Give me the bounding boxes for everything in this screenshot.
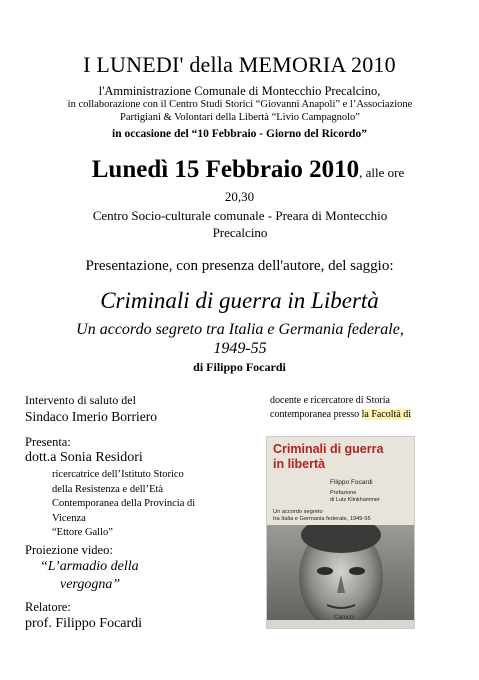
event-date-line [48,156,448,184]
book-author: di Filippo Focardi [193,360,286,374]
presenter-description [52,468,222,541]
presenter-desc-line: Contemporanea della Provincia di [52,498,196,509]
author-note [270,394,470,422]
event-series-title: I LUNEDI' della MEMORIA 2010 [83,52,396,77]
collaboration-line: Partigiani & Volontari della Libertà “Livio Campagnolo” [120,111,360,123]
presenter-desc-line: ricercatrice dell’Istituto Storico [52,469,184,480]
venue-line: Centro Socio-culturale comunale - Preara di Montecchio [92,208,388,223]
author-note-text: contemporanea presso [270,409,362,420]
highlighted-text: la Facoltà di [361,409,412,420]
cover-preface-line: Prefazione [330,490,357,496]
cover-author: Filippo Focardi [330,479,373,486]
video-title-line: “L’armadio della [40,559,139,574]
cover-subtitle [273,509,413,523]
book-title: Criminali di guerra in Libertà [100,288,379,313]
presenter-desc-line: Vicenza [52,512,86,524]
mayor-name: Sindaco Imerio Borriero [25,409,157,424]
presenter-desc-line: della Resistenza e dell’Età [52,483,164,495]
venue-line: Precalcino [212,225,268,240]
cover-subtitle-line: Un accordo segreto [273,509,323,515]
book-subtitle-line: 1949-55 [213,340,267,357]
cover-publisher: Carocci [334,615,355,621]
author-note-line: docente e ricercatore di Storia [270,395,390,406]
video-title [40,558,200,594]
author-note-line [270,408,470,422]
book-subtitle [40,320,440,358]
cover-preface [330,490,410,504]
presenter-label: Presenta: [25,435,71,449]
organizer-line: l'Amministrazione Comunale di Montecchio Precalcino, [98,84,381,98]
event-date-suffix: , alle ore [359,165,405,180]
speaker-name: prof. Filippo Focardi [25,616,143,631]
cover-preface-line: di Lutz Klinkhammer [330,497,380,503]
speaker-label: Relatore: [25,600,71,614]
video-label: Proiezione video: [25,543,113,557]
presenter-desc-line: “Ettore Gallo” [52,527,113,538]
event-venue [40,207,440,241]
cover-title-line: in libertà [273,457,326,471]
cover-title-line: Criminali di guerra [273,442,384,456]
video-title-line: vergogna” [60,577,121,592]
presenter-name: dott.a Sonia Residori [25,450,143,465]
book-subtitle-line: Un accordo segreto tra Italia e Germania federale, [76,321,404,338]
book-cover-image [266,436,415,629]
event-time: 20,30 [224,189,255,204]
greeting-label: Intervento di saluto del [25,393,136,407]
event-date: Lunedì 15 Febbraio 2010 [91,156,360,183]
cover-subtitle-line: tra Italia e Germania federale, 1949-55 [273,516,371,522]
collaboration-line: in collaborazione con il Centro Studi Storici “Giovanni Anapoli” e l’Associazione [67,99,413,110]
presentation-intro: Presentazione, con presenza dell'autore, del saggio: [85,258,394,274]
occasion-line: in occasione del “10 Febbraio - Giorno del Ricordo” [112,128,367,140]
collaboration-text [30,99,450,124]
cover-portrait-photo [267,525,415,629]
cover-title [273,442,413,472]
